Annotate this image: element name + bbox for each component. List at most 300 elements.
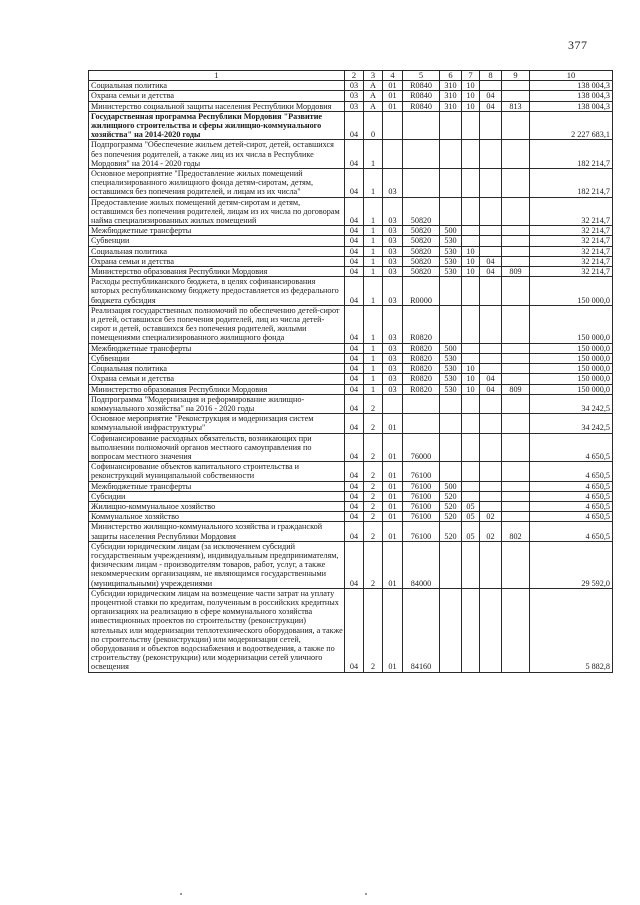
col-8 [480, 226, 502, 236]
col-8 [480, 111, 502, 140]
col-4: 01 [383, 481, 403, 491]
col-3: А [364, 81, 383, 91]
col-2: 04 [345, 588, 364, 672]
col-5: R0820 [403, 384, 440, 394]
col-3: 2 [364, 501, 383, 511]
table-row [89, 91, 613, 101]
table-row [89, 414, 613, 433]
col-9: 802 [502, 522, 530, 541]
col-6 [440, 277, 462, 306]
col-8 [480, 305, 502, 343]
col-9 [502, 394, 530, 413]
row-amount: 32 214,7 [530, 226, 613, 236]
row-name: Подпрограмма "Обеспечение жильем детей-сирот, детей, оставшихся без попечения родителей, а также лиц из их числа в Республике Мордовия" на 2014 - 2020 годы [89, 140, 345, 169]
col-4: 03 [383, 277, 403, 306]
col-5 [403, 169, 440, 198]
col-2: 04 [345, 501, 364, 511]
col-2: 04 [345, 226, 364, 236]
col-7: 05 [462, 501, 480, 511]
col-7 [462, 169, 480, 198]
col-5: 50820 [403, 256, 440, 266]
col-5: R0820 [403, 305, 440, 343]
row-amount: 2 227 683,1 [530, 111, 613, 140]
col-4: 03 [383, 246, 403, 256]
page-number: 377 [568, 38, 588, 52]
row-amount: 150 000,0 [530, 343, 613, 353]
row-amount: 32 214,7 [530, 256, 613, 266]
row-name: Расходы республиканского бюджета, в целях софинансирования которых республиканскому бюджету предоставляется из федерального бюджета субсидия [89, 277, 345, 306]
row-name: Софинансирование расходных обязательств, возникающих при выполнении полномочий органов местного самоуправления по вопросам местного значения [89, 433, 345, 462]
row-amount: 138 004,3 [530, 101, 613, 111]
row-name: Субсидии юридическим лицам (за исключением субсидий государственным учреждениям), индивидуальным предпринимателям, физическим лицам - производителям товаров, работ, услуг, а также некоммерческим организациям, не являющимся государственными (муниципальными) учреждениями [89, 541, 345, 588]
col-3: 1 [364, 384, 383, 394]
col-2: 04 [345, 277, 364, 306]
col-4: 03 [383, 256, 403, 266]
table-row [89, 588, 613, 672]
col-3: 2 [364, 394, 383, 413]
column-header: 3 [364, 71, 383, 81]
col-2: 04 [345, 522, 364, 541]
col-8 [480, 414, 502, 433]
col-3: 1 [364, 343, 383, 353]
col-7: 10 [462, 81, 480, 91]
col-3: 1 [364, 305, 383, 343]
row-amount: 138 004,3 [530, 91, 613, 101]
table-row [89, 197, 613, 226]
col-9 [502, 364, 530, 374]
col-3: 1 [364, 267, 383, 277]
col-3: 2 [364, 522, 383, 541]
col-6: 530 [440, 384, 462, 394]
col-5: R0840 [403, 91, 440, 101]
col-5: 84160 [403, 588, 440, 672]
col-6: 530 [440, 236, 462, 246]
col-7 [462, 462, 480, 481]
col-3: 2 [364, 541, 383, 588]
col-2: 03 [345, 91, 364, 101]
row-amount: 29 592,0 [530, 541, 613, 588]
row-name: Основное мероприятие "Предоставление жилых помещений специализированного жилищного фонда детям-сиротам, детям, оставшимся без попечения родителей, и лицам из их числа" [89, 169, 345, 198]
col-9 [502, 343, 530, 353]
col-4: 01 [383, 91, 403, 101]
scan-speck [180, 893, 182, 895]
col-6 [440, 588, 462, 672]
col-8: 04 [480, 91, 502, 101]
col-7 [462, 111, 480, 140]
col-6 [440, 394, 462, 413]
col-2: 04 [345, 353, 364, 363]
table-row [89, 522, 613, 541]
col-2: 04 [345, 512, 364, 522]
col-3: 1 [364, 277, 383, 306]
col-2: 04 [345, 197, 364, 226]
row-name: Министерство социальной защиты населения Республики Мордовия [89, 101, 345, 111]
col-3: А [364, 91, 383, 101]
col-6: 530 [440, 267, 462, 277]
row-amount: 32 214,7 [530, 197, 613, 226]
table-row [89, 481, 613, 491]
col-6 [440, 541, 462, 588]
col-8 [480, 246, 502, 256]
col-6: 530 [440, 374, 462, 384]
col-7: 10 [462, 364, 480, 374]
col-4: 01 [383, 501, 403, 511]
col-2: 04 [345, 374, 364, 384]
col-8: 04 [480, 101, 502, 111]
row-name: Охрана семьи и детства [89, 256, 345, 266]
col-9 [502, 541, 530, 588]
col-8 [480, 81, 502, 91]
row-amount: 182 214,7 [530, 169, 613, 198]
col-9: 809 [502, 384, 530, 394]
col-7 [462, 588, 480, 672]
table-row [89, 491, 613, 501]
col-5 [403, 394, 440, 413]
col-4: 01 [383, 491, 403, 501]
col-9 [502, 169, 530, 198]
col-9 [502, 256, 530, 266]
col-7: 10 [462, 91, 480, 101]
col-9 [502, 491, 530, 501]
col-3: 1 [364, 256, 383, 266]
col-6: 500 [440, 226, 462, 236]
col-3: 1 [364, 140, 383, 169]
table-row [89, 501, 613, 511]
col-2: 04 [345, 364, 364, 374]
row-name: Субсидии [89, 491, 345, 501]
row-name: Субвенции [89, 236, 345, 246]
col-5: 76100 [403, 462, 440, 481]
row-amount: 150 000,0 [530, 364, 613, 374]
col-5: R0820 [403, 353, 440, 363]
table-row [89, 541, 613, 588]
row-amount: 138 004,3 [530, 81, 613, 91]
col-8 [480, 364, 502, 374]
budget-table [88, 70, 613, 673]
col-7 [462, 140, 480, 169]
col-5: R0820 [403, 374, 440, 384]
row-name: Охрана семьи и детства [89, 374, 345, 384]
row-name: Субвенции [89, 353, 345, 363]
col-8 [480, 541, 502, 588]
col-6: 520 [440, 512, 462, 522]
col-4 [383, 111, 403, 140]
col-7: 10 [462, 384, 480, 394]
col-7: 10 [462, 267, 480, 277]
col-2: 04 [345, 140, 364, 169]
row-name: Субсидии юридическим лицам на возмещение части затрат на уплату процентной ставки по кредитам, полученным в российских кредитных организациях на реализацию в сфере коммунального хозяйства инвестиционных проектов по строительству (реконструкции) котельных или модернизации теплотехнического оборудования, а также по строительству (реконструкции) или модернизации сетей, оборудования и объектов водоснабжения и водоотведения, а также по строительству (реконструкции) или модернизации сетей уличного освещения [89, 588, 345, 672]
col-8 [480, 236, 502, 246]
col-2: 04 [345, 236, 364, 246]
col-9 [502, 226, 530, 236]
col-5: 76100 [403, 491, 440, 501]
col-2: 03 [345, 81, 364, 91]
col-4: 03 [383, 353, 403, 363]
col-2: 04 [345, 394, 364, 413]
col-9: 809 [502, 267, 530, 277]
row-amount: 4 650,5 [530, 522, 613, 541]
col-4: 01 [383, 462, 403, 481]
col-8 [480, 433, 502, 462]
col-6: 500 [440, 343, 462, 353]
col-2: 04 [345, 267, 364, 277]
col-2: 04 [345, 433, 364, 462]
col-5: 76100 [403, 501, 440, 511]
col-3: 1 [364, 364, 383, 374]
column-header: 2 [345, 71, 364, 81]
col-3: 1 [364, 169, 383, 198]
col-5: 50820 [403, 267, 440, 277]
col-9 [502, 374, 530, 384]
row-name: Межбюджетные трансферты [89, 343, 345, 353]
col-3: 2 [364, 588, 383, 672]
row-name: Подпрограмма "Модернизация и реформирование жилищно-коммунального хозяйства" на 2016 - 2020 годы [89, 394, 345, 413]
col-8 [480, 481, 502, 491]
col-5: 50820 [403, 197, 440, 226]
col-7 [462, 353, 480, 363]
col-4: 03 [383, 267, 403, 277]
column-header: 7 [462, 71, 480, 81]
table-header-row [89, 71, 613, 81]
col-4: 03 [383, 384, 403, 394]
col-7 [462, 491, 480, 501]
col-4: 01 [383, 101, 403, 111]
table-row [89, 256, 613, 266]
col-4: 01 [383, 588, 403, 672]
col-5: 76100 [403, 512, 440, 522]
row-name: Социальная политика [89, 81, 345, 91]
col-8 [480, 140, 502, 169]
col-5: 76100 [403, 481, 440, 491]
row-amount: 4 650,5 [530, 433, 613, 462]
col-6 [440, 197, 462, 226]
row-amount: 4 650,5 [530, 491, 613, 501]
col-5 [403, 111, 440, 140]
col-4 [383, 394, 403, 413]
row-amount: 150 000,0 [530, 353, 613, 363]
col-7 [462, 414, 480, 433]
col-5 [403, 140, 440, 169]
col-2: 04 [345, 462, 364, 481]
table-row [89, 384, 613, 394]
col-3: 2 [364, 414, 383, 433]
col-4: 03 [383, 197, 403, 226]
col-4: 03 [383, 364, 403, 374]
col-4: 01 [383, 541, 403, 588]
col-5: R0840 [403, 101, 440, 111]
col-2: 04 [345, 111, 364, 140]
row-amount: 4 650,5 [530, 512, 613, 522]
col-7 [462, 481, 480, 491]
col-5: 50820 [403, 236, 440, 246]
col-6: 520 [440, 491, 462, 501]
col-2: 04 [345, 305, 364, 343]
col-3: 1 [364, 236, 383, 246]
table-row [89, 226, 613, 236]
row-amount: 32 214,7 [530, 267, 613, 277]
col-9 [502, 91, 530, 101]
row-amount: 5 882,8 [530, 588, 613, 672]
col-7 [462, 305, 480, 343]
column-header: 6 [440, 71, 462, 81]
col-6: 310 [440, 91, 462, 101]
row-name: Жилищно-коммунальное хозяйство [89, 501, 345, 511]
row-name: Государственная программа Республики Мордовия "Развитие жилищного строительства и сферы жилищно-коммунального хозяйства" на 2014-2020 годы [89, 111, 345, 140]
col-5: R0840 [403, 81, 440, 91]
col-8 [480, 277, 502, 306]
table-row [89, 353, 613, 363]
col-6: 310 [440, 101, 462, 111]
col-2: 04 [345, 343, 364, 353]
col-7: 10 [462, 246, 480, 256]
col-7: 10 [462, 374, 480, 384]
col-9 [502, 414, 530, 433]
row-name: Межбюджетные трансферты [89, 226, 345, 236]
col-9 [502, 81, 530, 91]
col-6: 530 [440, 256, 462, 266]
table-row [89, 394, 613, 413]
col-4: 01 [383, 414, 403, 433]
col-8 [480, 462, 502, 481]
col-3: 2 [364, 433, 383, 462]
col-2: 04 [345, 246, 364, 256]
table-row [89, 111, 613, 140]
scan-speck [365, 893, 367, 895]
col-6: 500 [440, 481, 462, 491]
col-3: 2 [364, 462, 383, 481]
col-9 [502, 111, 530, 140]
table-row [89, 140, 613, 169]
row-amount: 150 000,0 [530, 374, 613, 384]
table-row [89, 512, 613, 522]
column-header: 9 [502, 71, 530, 81]
row-name: Социальная политика [89, 246, 345, 256]
col-6 [440, 140, 462, 169]
col-6: 520 [440, 501, 462, 511]
table-row [89, 364, 613, 374]
col-9 [502, 501, 530, 511]
col-7: 05 [462, 522, 480, 541]
row-name: Софинансирование объектов капитального строительства и реконструкций муниципальной собственности [89, 462, 345, 481]
col-7 [462, 277, 480, 306]
col-4: 03 [383, 343, 403, 353]
col-4: 03 [383, 169, 403, 198]
col-7 [462, 343, 480, 353]
table-row [89, 305, 613, 343]
table-row [89, 81, 613, 91]
row-amount: 150 000,0 [530, 384, 613, 394]
column-header: 4 [383, 71, 403, 81]
row-name: Министерство жилищно-коммунального хозяйства и гражданской защиты населения Республики Мордовия [89, 522, 345, 541]
col-3: 1 [364, 374, 383, 384]
col-7 [462, 541, 480, 588]
col-9 [502, 462, 530, 481]
col-5: 50820 [403, 246, 440, 256]
col-3: А [364, 101, 383, 111]
table-row [89, 343, 613, 353]
table-row [89, 169, 613, 198]
row-name: Охрана семьи и детства [89, 91, 345, 101]
row-amount: 32 214,7 [530, 246, 613, 256]
row-amount: 150 000,0 [530, 305, 613, 343]
col-8: 02 [480, 512, 502, 522]
col-3: 1 [364, 197, 383, 226]
row-name: Министерство образования Республики Мордовия [89, 384, 345, 394]
col-9: 813 [502, 101, 530, 111]
col-6: 530 [440, 246, 462, 256]
row-amount: 34 242,5 [530, 414, 613, 433]
col-9 [502, 305, 530, 343]
col-6 [440, 111, 462, 140]
table-row [89, 101, 613, 111]
col-9 [502, 481, 530, 491]
col-7: 05 [462, 512, 480, 522]
col-6: 310 [440, 81, 462, 91]
col-9 [502, 197, 530, 226]
col-6 [440, 433, 462, 462]
col-2: 03 [345, 101, 364, 111]
col-3: 2 [364, 491, 383, 501]
col-8 [480, 501, 502, 511]
col-7: 10 [462, 101, 480, 111]
col-9 [502, 140, 530, 169]
row-amount: 32 214,7 [530, 236, 613, 246]
row-name: Коммунальное хозяйство [89, 512, 345, 522]
col-3: 2 [364, 512, 383, 522]
table-row [89, 236, 613, 246]
row-name: Министерство образования Республики Мордовия [89, 267, 345, 277]
col-8: 04 [480, 374, 502, 384]
col-6 [440, 169, 462, 198]
col-7: 10 [462, 256, 480, 266]
col-5: 50820 [403, 226, 440, 236]
row-amount: 4 650,5 [530, 501, 613, 511]
col-3: 0 [364, 111, 383, 140]
row-amount: 34 242,5 [530, 394, 613, 413]
col-4: 01 [383, 81, 403, 91]
col-8: 04 [480, 384, 502, 394]
row-name: Социальная политика [89, 364, 345, 374]
col-8 [480, 588, 502, 672]
col-3: 1 [364, 226, 383, 236]
col-8 [480, 353, 502, 363]
table-row [89, 374, 613, 384]
col-8 [480, 343, 502, 353]
col-3: 1 [364, 246, 383, 256]
col-8 [480, 491, 502, 501]
col-4: 01 [383, 512, 403, 522]
col-9 [502, 353, 530, 363]
col-7 [462, 236, 480, 246]
col-3: 1 [364, 353, 383, 363]
col-5: R0820 [403, 343, 440, 353]
col-2: 04 [345, 491, 364, 501]
col-9 [502, 433, 530, 462]
col-5: 84000 [403, 541, 440, 588]
col-5: R0820 [403, 364, 440, 374]
col-9 [502, 236, 530, 246]
col-6: 530 [440, 364, 462, 374]
column-header: 10 [530, 71, 613, 81]
col-5 [403, 414, 440, 433]
column-header: 1 [89, 71, 345, 81]
col-4: 03 [383, 236, 403, 246]
col-4 [383, 140, 403, 169]
row-name: Предоставление жилых помещений детям-сиротам и детям, оставшимся без попечения родителей, лицам из их числа по договорам найма специализированных жилых помещений [89, 197, 345, 226]
col-7 [462, 394, 480, 413]
col-6 [440, 462, 462, 481]
col-2: 04 [345, 541, 364, 588]
